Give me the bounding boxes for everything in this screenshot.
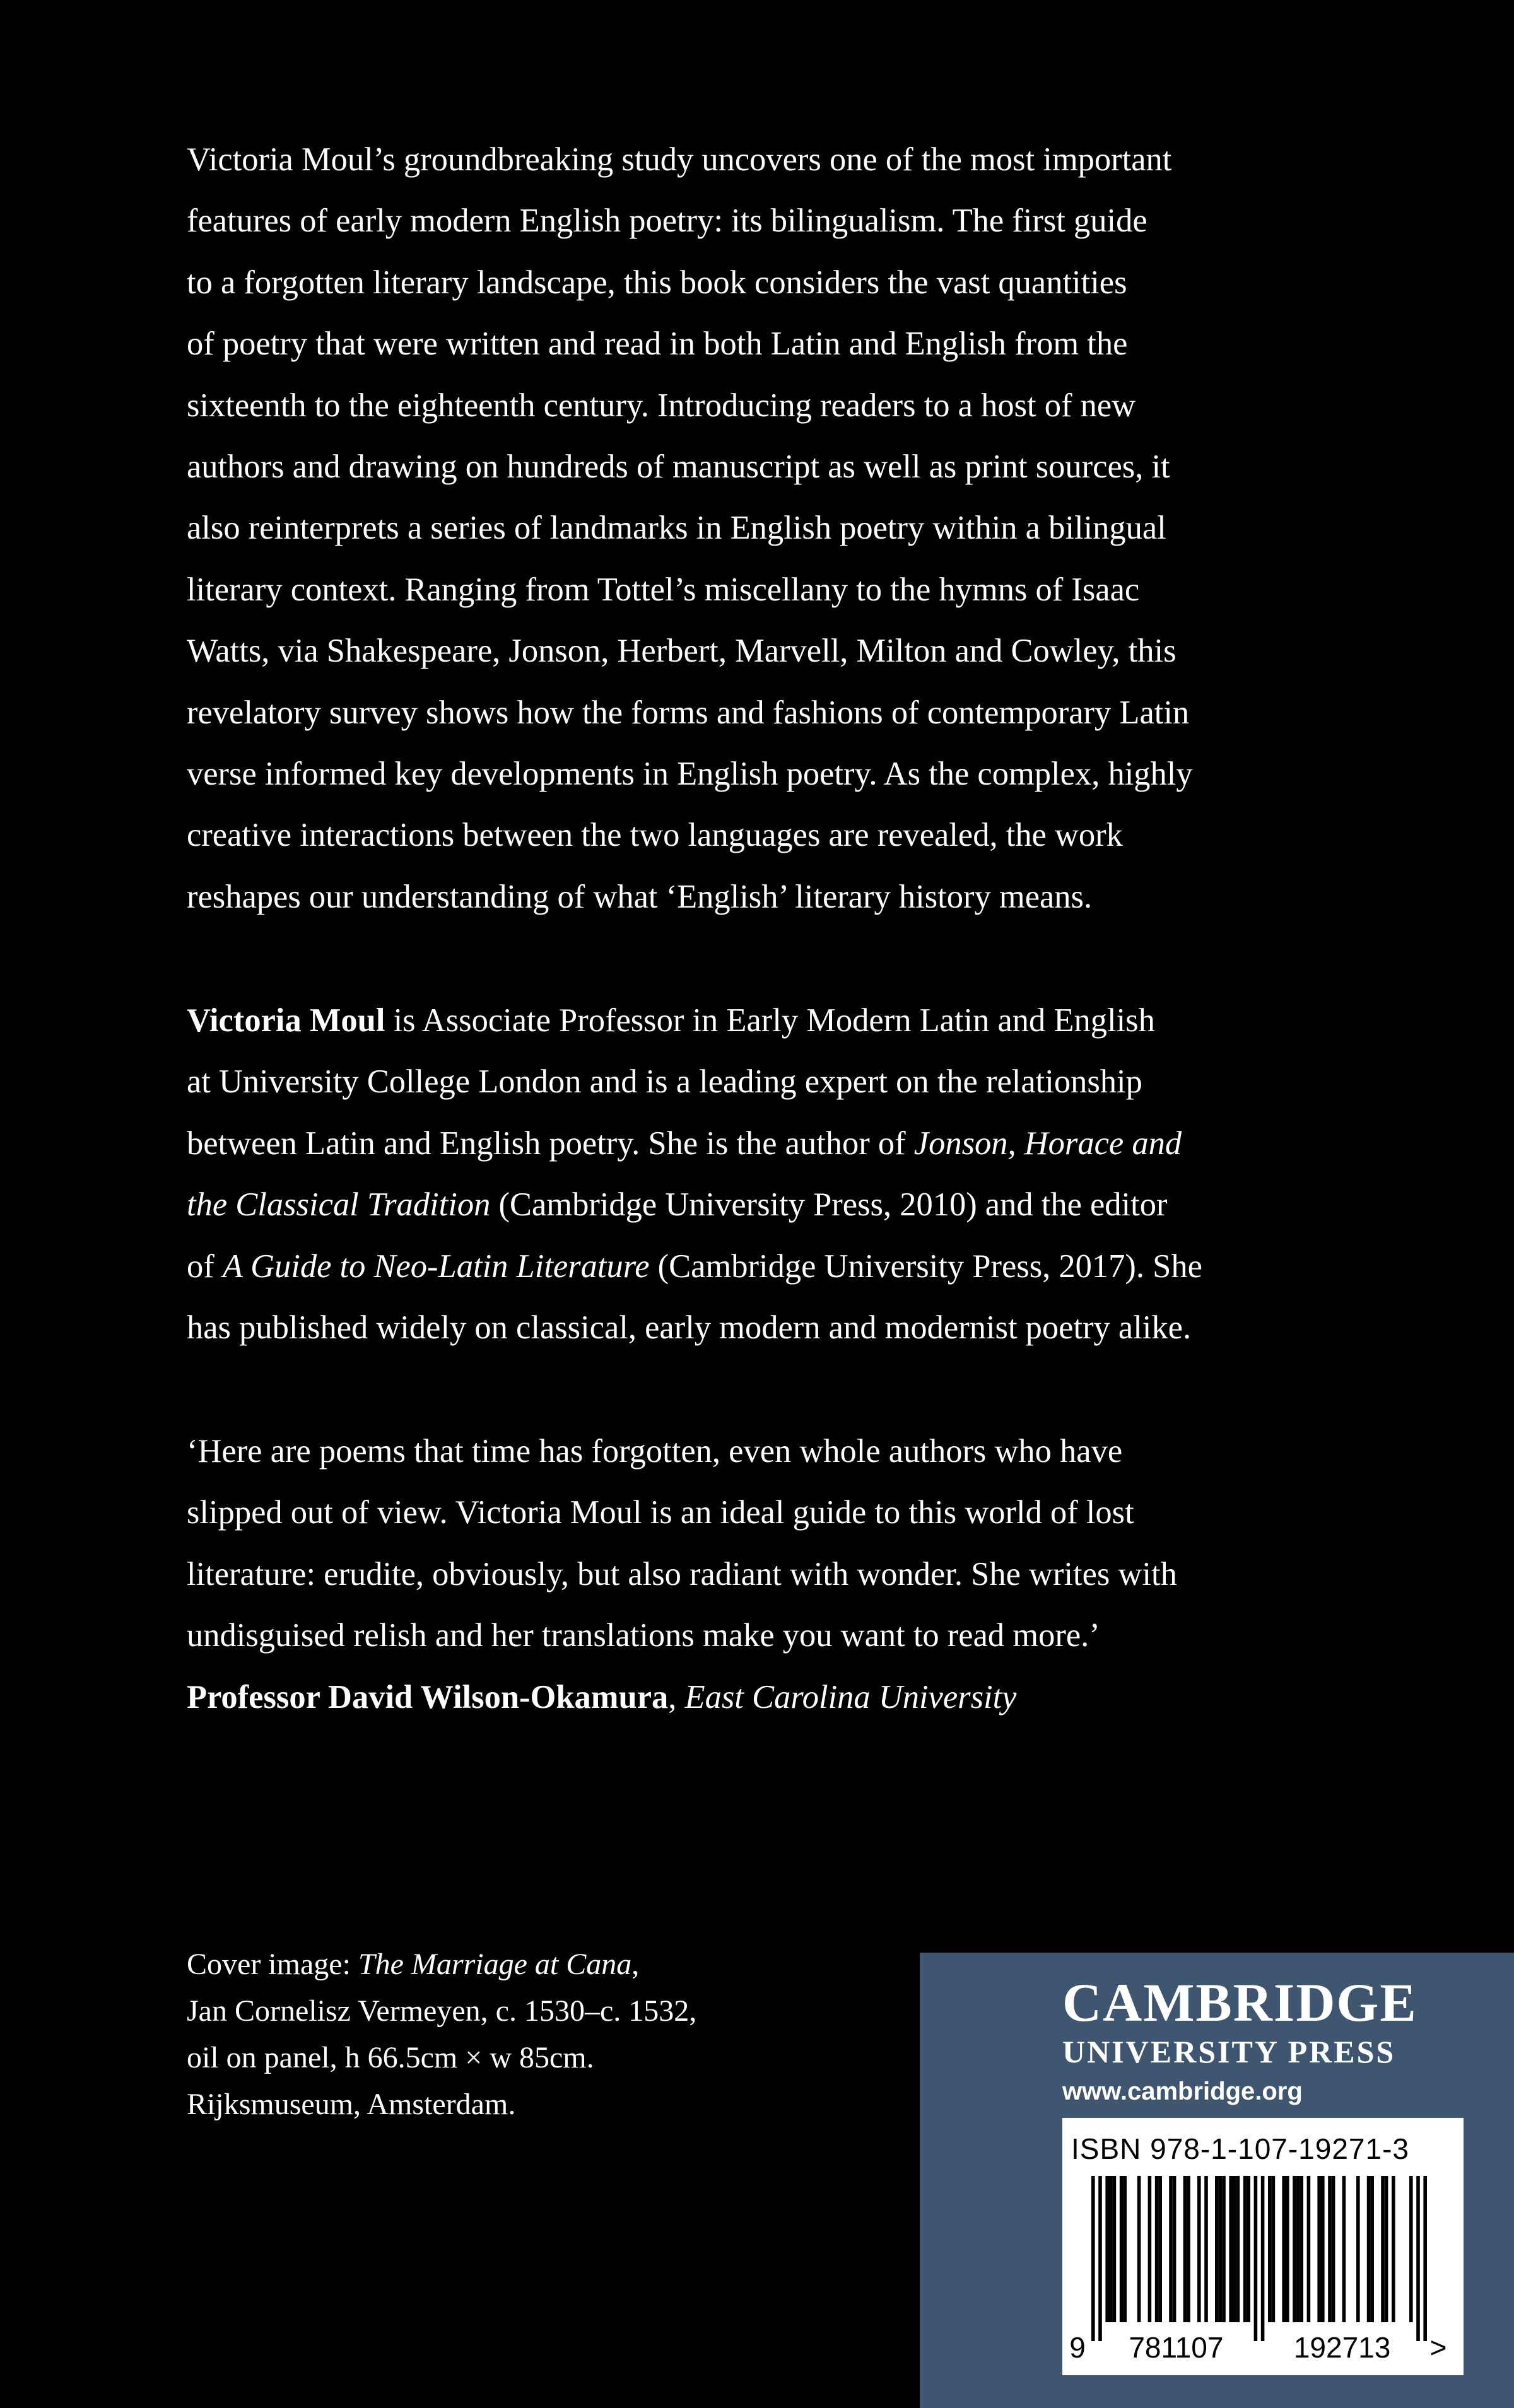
barcode-bar <box>1158 2176 1162 2322</box>
credit-punctuation: , <box>631 1948 640 1981</box>
description-line: authors and drawing on hundreds of manuscript as well as print sources, it <box>187 448 1170 486</box>
endorser-name: Professor David Wilson-Okamura <box>187 1678 669 1715</box>
author-bio <box>187 990 1385 1359</box>
bio-line <box>187 990 1385 1051</box>
bio-text: (Cambridge University Press, 2010) and the editor <box>490 1186 1168 1224</box>
barcode-bar <box>1370 2176 1374 2322</box>
barcode-bar <box>1109 2176 1113 2322</box>
attribution-separator: , <box>668 1678 685 1715</box>
barcode-bar <box>1286 2176 1289 2322</box>
endorser-affiliation: East Carolina University <box>684 1678 1017 1715</box>
cover-image-credit <box>187 1941 881 2128</box>
publisher-panel <box>920 1953 1514 2408</box>
bio-line <box>187 1236 1385 1297</box>
description-line: revelatory survey shows how the forms and fashions of contemporary Latin <box>187 694 1190 731</box>
barcode-bar <box>1423 2176 1427 2341</box>
description-line: verse informed key developments in English poetry. As the complex, highly <box>187 756 1193 793</box>
barcode-bar <box>1385 2176 1388 2322</box>
credit-line: Rijksmuseum, Amsterdam. <box>187 2088 516 2121</box>
description-line: of poetry that were written and read in both Latin and English from the <box>187 325 1128 363</box>
bio-line <box>187 1174 1385 1236</box>
isbn-label: ISBN 978-1-107-19271-3 <box>1071 2132 1409 2165</box>
barcode-bar <box>1123 2176 1127 2322</box>
barcode-bar <box>1105 2176 1109 2322</box>
quote-line: ‘Here are poems that time has forgotten, even whole authors who have <box>187 1433 1123 1470</box>
barcode-bar <box>1356 2176 1360 2322</box>
description-line: literary context. Ranging from Tottel’s miscellany to the hymns of Isaac <box>187 571 1140 608</box>
barcode-digits-right: 192713 <box>1293 2331 1391 2364</box>
endorsement-quote <box>187 1421 1385 1728</box>
description-line: to a forgotten literary landscape, this book considers the vast quantities <box>187 264 1127 301</box>
quote-attribution <box>187 1667 1385 1728</box>
barcode-bar <box>1332 2176 1335 2322</box>
barcode-bar <box>1293 2176 1296 2322</box>
barcode-bar <box>1187 2176 1190 2322</box>
barcode-bar <box>1416 2176 1420 2341</box>
description-line: also reinterprets a series of landmarks in English poetry within a bilingual <box>187 510 1166 547</box>
publisher-name: CAMBRIDGE <box>1062 1972 1417 2033</box>
barcode-bar <box>1268 2176 1272 2322</box>
barcode-bar <box>1254 2176 1258 2341</box>
credit-line: Jan Cornelisz Vermeyen, c. 1530–c. 1532, <box>187 1994 697 2028</box>
description-line: creative interactions between the two languages are revealed, the work <box>187 817 1123 854</box>
barcode-digits-left: 781107 <box>1129 2331 1224 2364</box>
quote-line: undisguised relish and her translations make you want to read more.’ <box>187 1617 1100 1654</box>
barcode-bar <box>1243 2176 1247 2322</box>
publisher-url: www.cambridge.org <box>1062 2078 1303 2105</box>
barcode-bar <box>1381 2176 1385 2322</box>
barcode-bar <box>1222 2176 1226 2322</box>
barcode-bar <box>1328 2176 1332 2322</box>
credit-label: Cover image: <box>187 1948 358 1981</box>
barcode-bar <box>1367 2176 1371 2322</box>
book-description <box>187 129 1385 928</box>
barcode-bar <box>1137 2176 1141 2322</box>
barcode-bar <box>1219 2176 1223 2322</box>
quote-line: literature: erudite, obviously, but also radiant with wonder. She writes with <box>187 1555 1177 1593</box>
description-line: Victoria Moul’s groundbreaking study uncovers one of the most important <box>187 141 1172 178</box>
credit-line <box>187 1941 881 1988</box>
bio-text: between Latin and English poetry. She is the author of <box>187 1125 914 1162</box>
barcode-bar <box>1317 2176 1321 2322</box>
barcode-bar <box>1261 2176 1265 2341</box>
book-title: the Classical Tradition <box>187 1186 491 1224</box>
bio-text: (Cambridge University Press, 2017). She <box>649 1248 1202 1285</box>
credit-line: oil on panel, h 66.5cm × w 85cm. <box>187 2041 594 2074</box>
book-title: Jonson, Horace and <box>913 1125 1182 1162</box>
barcode-bar <box>1296 2176 1300 2322</box>
barcode-bar <box>1183 2176 1187 2322</box>
barcode-bar <box>1197 2176 1201 2322</box>
description-line: sixteenth to the eighteenth century. Introducing readers to a host of new <box>187 387 1136 424</box>
barcode-bar <box>1155 2176 1159 2322</box>
bio-text: of <box>187 1248 223 1285</box>
bio-text: is Associate Professor in Early Modern Latin and English <box>385 1002 1155 1039</box>
bio-line: at University College London and is a leading expert on the relationship <box>187 1063 1142 1101</box>
barcode-bar <box>1148 2176 1152 2322</box>
publisher-subname: UNIVERSITY PRESS <box>1062 2034 1396 2069</box>
barcode-bar <box>1169 2176 1173 2322</box>
description-line: reshapes our understanding of what ‘English’ literary history means. <box>187 878 1093 915</box>
quote-line: slipped out of view. Victoria Moul is an ideal guide to this world of lost <box>187 1494 1134 1531</box>
barcode-bar <box>1173 2176 1177 2322</box>
barcode-bar <box>1282 2176 1286 2322</box>
barcode-bar <box>1091 2176 1095 2341</box>
description-line: Watts, via Shakespeare, Jonson, Herbert, Marvell, Milton and Cowley, this <box>187 633 1177 670</box>
barcode-bar <box>1409 2176 1413 2322</box>
barcode-bar <box>1392 2176 1395 2322</box>
barcode-bar <box>1233 2176 1236 2322</box>
description-line: features of early modern English poetry: its bilingualism. The first guide <box>187 202 1147 240</box>
bio-line <box>187 1113 1385 1174</box>
barcode-bar <box>1307 2176 1311 2322</box>
bio-line: has published widely on classical, early modern and modernist poetry alike. <box>187 1309 1192 1347</box>
book-title: A Guide to Neo-Latin Literature <box>222 1248 650 1285</box>
isbn-barcode <box>1062 2118 1464 2375</box>
barcode-quiet-mark: > <box>1429 2331 1447 2364</box>
barcode-bar <box>1204 2176 1208 2322</box>
barcode-bar <box>1236 2176 1240 2322</box>
barcode-bar <box>1120 2176 1124 2322</box>
barcode-bar <box>1321 2176 1325 2322</box>
barcode-digit-first: 9 <box>1069 2331 1086 2364</box>
barcode-bar <box>1247 2176 1250 2322</box>
barcode-bar <box>1215 2176 1219 2322</box>
barcode-bar <box>1342 2176 1346 2322</box>
barcode-bar <box>1300 2176 1303 2322</box>
barcode-bar <box>1229 2176 1233 2322</box>
barcode-bar <box>1272 2176 1276 2322</box>
barcode-bar <box>1113 2176 1117 2322</box>
author-name: Victoria Moul <box>187 1002 385 1039</box>
artwork-title: The Marriage at Cana <box>358 1948 632 1981</box>
barcode-bar <box>1098 2176 1102 2341</box>
